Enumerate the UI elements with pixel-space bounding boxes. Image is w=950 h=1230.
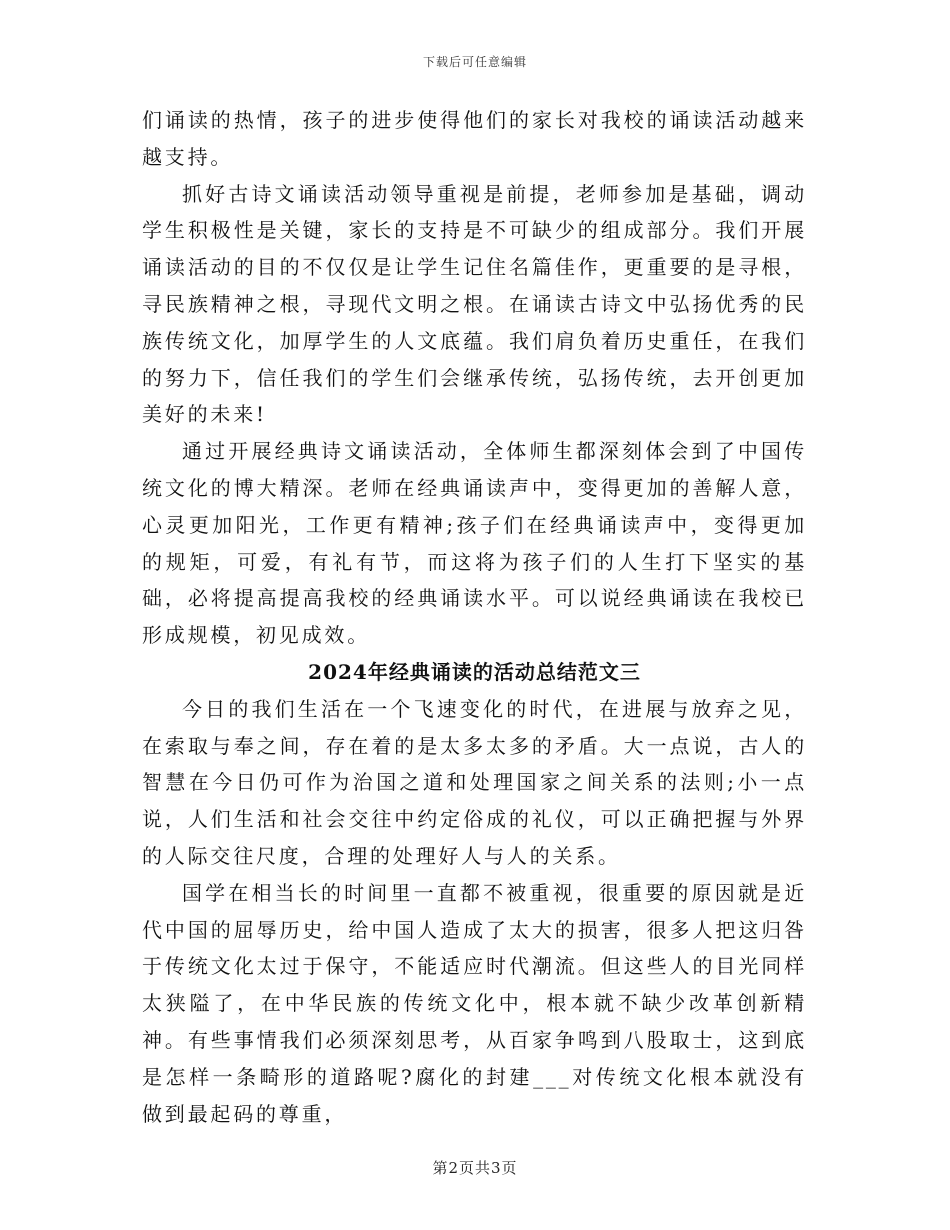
paragraph: 国学在相当长的时间里一直都不被重视，很重要的原因就是近代中国的屈辱历史，给中国人造成了太大的损害，很多人把这归咎于传统文化太过于保守，不能适应时代潮流。但这些人的目光同样太狭隘了，在中华民族的传统文化中，根本就不缺少改革创新精神。有些事情我们必须深刻思考，从百家争鸣到八股取士，这到底是怎样一条畸形的道路呢?腐化的封建___对传统文化根本就没有做到最起码的尊重，: [142, 880, 807, 1126]
paragraph-continuation: 们诵读的热情，孩子的进步使得他们的家长对我校的诵读活动越来越支持。: [142, 108, 807, 169]
document-body: [142, 102, 807, 1132]
paragraph: 抓好古诗文诵读活动领导重视是前提，老师参加是基础，调动学生积极性是关键，家长的支持是不可缺少的组成部分。我们开展诵读活动的目的不仅仅是让学生记住名篇佳作，更重要的是寻根，寻民族精神之根，寻现代文明之根。在诵读古诗文中弘扬优秀的民族传统文化，加厚学生的人文底蕴。我们肩负着历史重任，在我们的努力下，信任我们的学生们会继承传统，弘扬传统，去开创更加美好的未来!: [142, 181, 807, 427]
paragraph: 今日的我们生活在一个飞速变化的时代，在进展与放弃之见，在索取与奉之间，存在着的是太多太多的矛盾。大一点说，古人的智慧在今日仍可作为治国之道和处理国家之间关系的法则;小一点说，人们生活和社会交往中约定俗成的礼仪，可以正确把握与外界的人际交往尺度，合理的处理好人与人的关系。: [142, 696, 807, 868]
page-header: 下载后可任意编辑: [422, 55, 527, 69]
paragraph: 通过开展经典诗文诵读活动，全体师生都深刻体会到了中国传统文化的博大精深。老师在经典诵读声中，变得更加的善解人意，心灵更加阳光，工作更有精神;孩子们在经典诵读声中，变得更加的规矩，可爱，有礼有节，而这将为孩子们的人生打下坚实的基础，必将提高提高我校的经典诵读水平。可以说经典诵读在我校已形成规模，初见成效。: [142, 439, 807, 648]
section-title: 2024年经典诵读的活动总结范文三: [308, 659, 641, 684]
page-number: 第2页共3页: [432, 1159, 518, 1177]
